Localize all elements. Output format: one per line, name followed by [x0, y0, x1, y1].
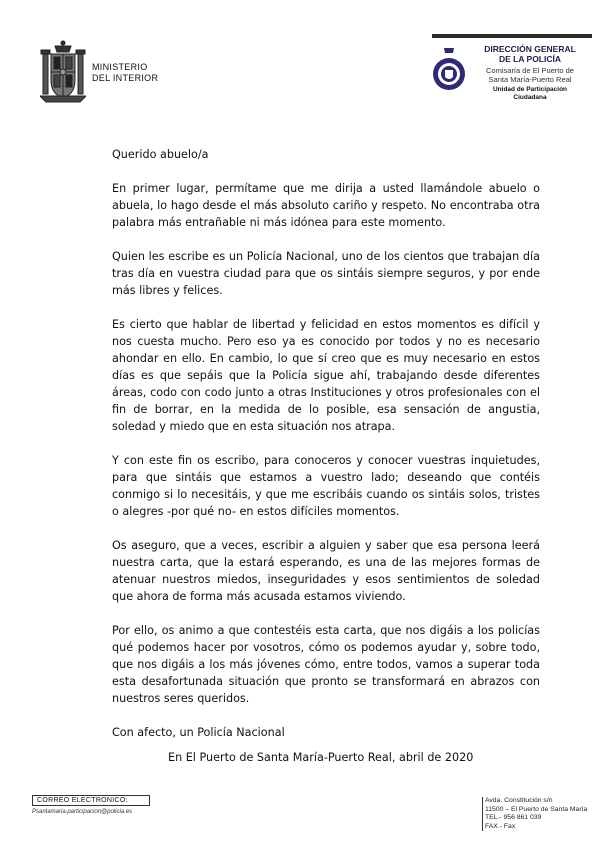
email-block	[32, 795, 150, 815]
paragraph: En primer lugar, permítame que me dirija a usted llamándole abuelo o abuela, lo hago desde el más absoluto cariño y respeto. No encontraba otra palabra más entrañable ni más idónea para este momento.	[112, 182, 540, 229]
email-value[interactable]: Psantamaria.participacion@policia.es	[32, 809, 133, 815]
dg-line-1: DIRECCIÓN GENERAL	[484, 44, 576, 54]
ministry-line-1: MINISTERIO	[92, 62, 148, 72]
header-rule	[432, 34, 592, 38]
dg-line-2: DE LA POLICÍA	[498, 54, 562, 64]
paragraph: Os aseguro, que a veces, escribir a alguien y saber que esa persona leerá nuestra carta, que la estará esperando, es una de las mejores formas de atenuar nuestros miedos, inseguridades y esos sentimientos de soledad que ahora de forma más acusada estamos viviendo.	[112, 539, 540, 603]
address-line: Avda. Constitución s/n	[485, 797, 553, 804]
unit-line-2: Ciudadana	[513, 94, 547, 101]
paragraph: Es cierto que hablar de libertad y felicidad en estos momentos es difícil y nos cuesta mucho. Pero eso ya es conocido por todos y no es necesario ahondar en ello. En cambio, lo que sí creo que es muy necesario en estos días es que sepáis que la Policía sigue ahí, trabajando desde diferentes áreas, codo con codo junto a otras Instituciones y otros profesionales con el fin de borrar, en la medida de lo posible, esa sensación de angustia, soledad y miedo que en esta situación nos atrapa.	[112, 318, 540, 433]
address-block	[482, 797, 587, 831]
ministry-line-2: DEL INTERIOR	[92, 73, 159, 83]
phone-line: TEL.- 956 861 039	[485, 814, 542, 822]
letter-body	[112, 146, 540, 758]
ministry-header	[40, 40, 158, 106]
paragraph: Y con este fin os escribo, para conoceros y conocer vuestras inquietudes, para que sintáis que estamos a vuestro lado; deseando que contéis conmigo si lo necesitáis, y que me escribáis cuando os sintáis solos, tristes o alegres -por qué no- en estos difíciles momentos.	[112, 454, 540, 518]
spain-coat-of-arms-icon	[40, 40, 86, 106]
address-line: 11500 – El Puerto de Santa María	[485, 805, 588, 813]
place-date: En El Puerto de Santa María-Puerto Real, abril de 2020	[168, 751, 474, 764]
unit-line-1: Unidad de Participación	[492, 86, 568, 93]
comisaria-line-1: Comisaría de El Puerto de	[486, 66, 574, 75]
paragraph: Quien les escribe es un Policía Nacional, uno de los cientos que trabajan día tras día en vuestra ciudad para que os sintáis siempre seguros, y por ende más libres y felices.	[112, 250, 540, 297]
comisaria-line-2: Santa María-Puerto Real	[488, 75, 572, 84]
police-badge-icon	[432, 46, 466, 96]
greeting: Querido abuelo/a	[112, 148, 209, 161]
police-header	[432, 34, 592, 124]
closing: Con afecto, un Policía Nacional	[112, 726, 285, 739]
email-label: CORREO ELECTRÓNICO:	[32, 795, 150, 806]
paragraph: Por ello, os animo a que contestéis esta carta, que nos digáis a los policías qué podemos hacer por vosotros, cómo os podemos ayudar y, sobre todo, que nos digáis a los más jóvenes cómo, entre todos, vamos a superar toda esta desafortunada situación que pronto se transformará en abrazos con nuestros seres queridos.	[112, 624, 540, 705]
fax-line: FAX.- Fax	[485, 822, 516, 830]
